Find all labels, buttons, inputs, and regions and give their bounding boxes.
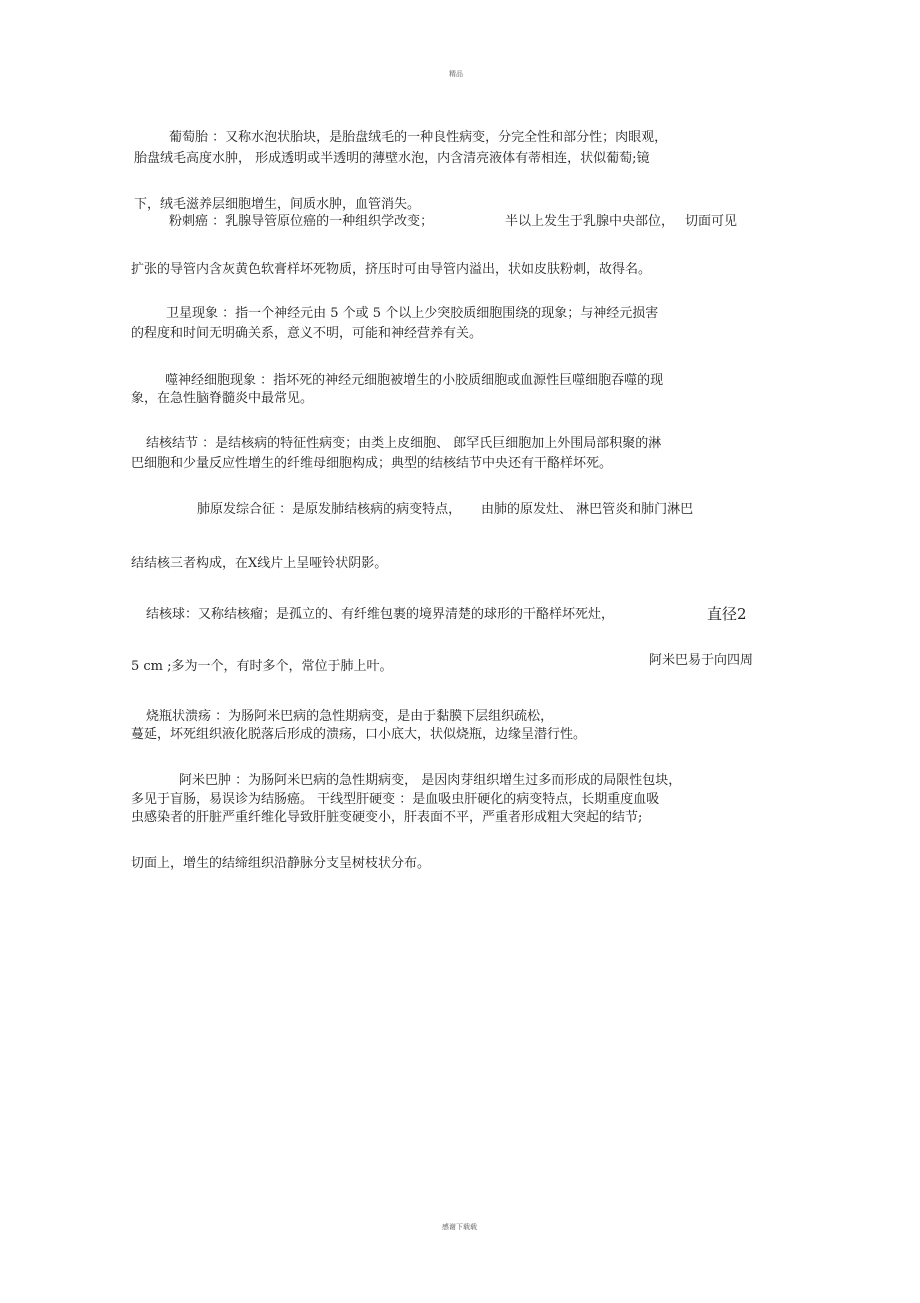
line: 的程度和时间无明确关系，意义不明，可能和神经营养有关。 xyxy=(131,326,483,341)
line: 象，在急性脑脊髓炎中最常见。 xyxy=(131,391,314,406)
line: 胎盘绒毛高度水肿， 形成透明或半透明的薄壁水泡，内含清亮液体有蒂相连，状似葡萄;镜 xyxy=(134,151,650,166)
line: 直径2 xyxy=(707,605,747,623)
line: 半以上发生于乳腺中央部位， xyxy=(505,214,675,229)
line: 卫星现象 ：指一个神经元由 5 个或 5 个以上少突胶质细胞围绕的现象；与神经元损害 xyxy=(166,306,659,321)
line: 阿米巴易于向四周 xyxy=(649,653,754,668)
line: 葡萄胎 ：又称水泡状胎块，是胎盘绒毛的一种良性病变，分完全性和部分性；肉眼观， xyxy=(169,130,668,145)
line: 结核球：又称结核瘤；是孤立的、有纤维包裹的境界清楚的球形的干酪样坏死灶， xyxy=(146,607,615,622)
page-header: 精品 xyxy=(449,70,463,78)
line: 下，绒毛滋养层细胞增生，间质水肿，血管消失。 xyxy=(134,197,421,212)
line: 巴细胞和少量反应性增生的纤维母细胞构成；典型的结核结节中央还有干酪样坏死。 xyxy=(131,456,613,471)
page-footer: 感谢下载载 xyxy=(442,1223,477,1231)
line: 虫感染者的肝脏严重纤维化导致肝脏变硬变小，肝表面不平，严重者形成粗大突起的结节; xyxy=(131,810,643,825)
line: 由肺的原发灶、 淋巴管炎和肺门淋巴 xyxy=(481,502,694,517)
line: 蔓延，坏死组织液化脱落后形成的溃疡，口小底大，状似烧瓶，边缘呈潜行性。 xyxy=(131,727,587,742)
line: 结核结节 ：是结核病的特征性病变；由类上皮细胞、 郎罕氏巨细胞加上外围局部积聚的淋 xyxy=(146,436,662,451)
line: 扩张的导管内含灰黄色软膏样坏死物质，挤压时可由导管内溢出，状如皮肤粉刺，故得名。 xyxy=(131,262,652,277)
line: 粉刺癌 ：乳腺导管原位癌的一种组织学改变； xyxy=(169,214,434,229)
line: 切面上，增生的结缔组织沿静脉分支呈树枝状分布。 xyxy=(131,856,431,871)
line: 阿米巴肿 ：为肠阿米巴病的急性期病变， 是因肉芽组织增生过多而形成的局限性包块， xyxy=(179,773,682,788)
line: 多见于盲肠，易误诊为结肠癌。 干线型肝硬变 ：是血吸虫肝硬化的病变特点，长期重度血吸 xyxy=(131,792,660,807)
line: 5 cm ;多为一个，有时多个，常位于肺上叶。 xyxy=(131,659,393,674)
line: 烧瓶状溃疡 ：为肠阿米巴病的急性期病变，是由于黏膜下层组织疏松， xyxy=(146,709,554,724)
line: 肺原发综合征 ：是原发肺结核病的病变特点， xyxy=(197,502,462,517)
line: 结结核三者构成，在X线片上呈哑铃状阴影。 xyxy=(131,556,388,571)
line: 切面可见 xyxy=(685,214,738,229)
line: 噬神经细胞现象 ：指坏死的神经元细胞被增生的小胶质细胞或血源性巨噬细胞吞噬的现 xyxy=(165,373,664,388)
